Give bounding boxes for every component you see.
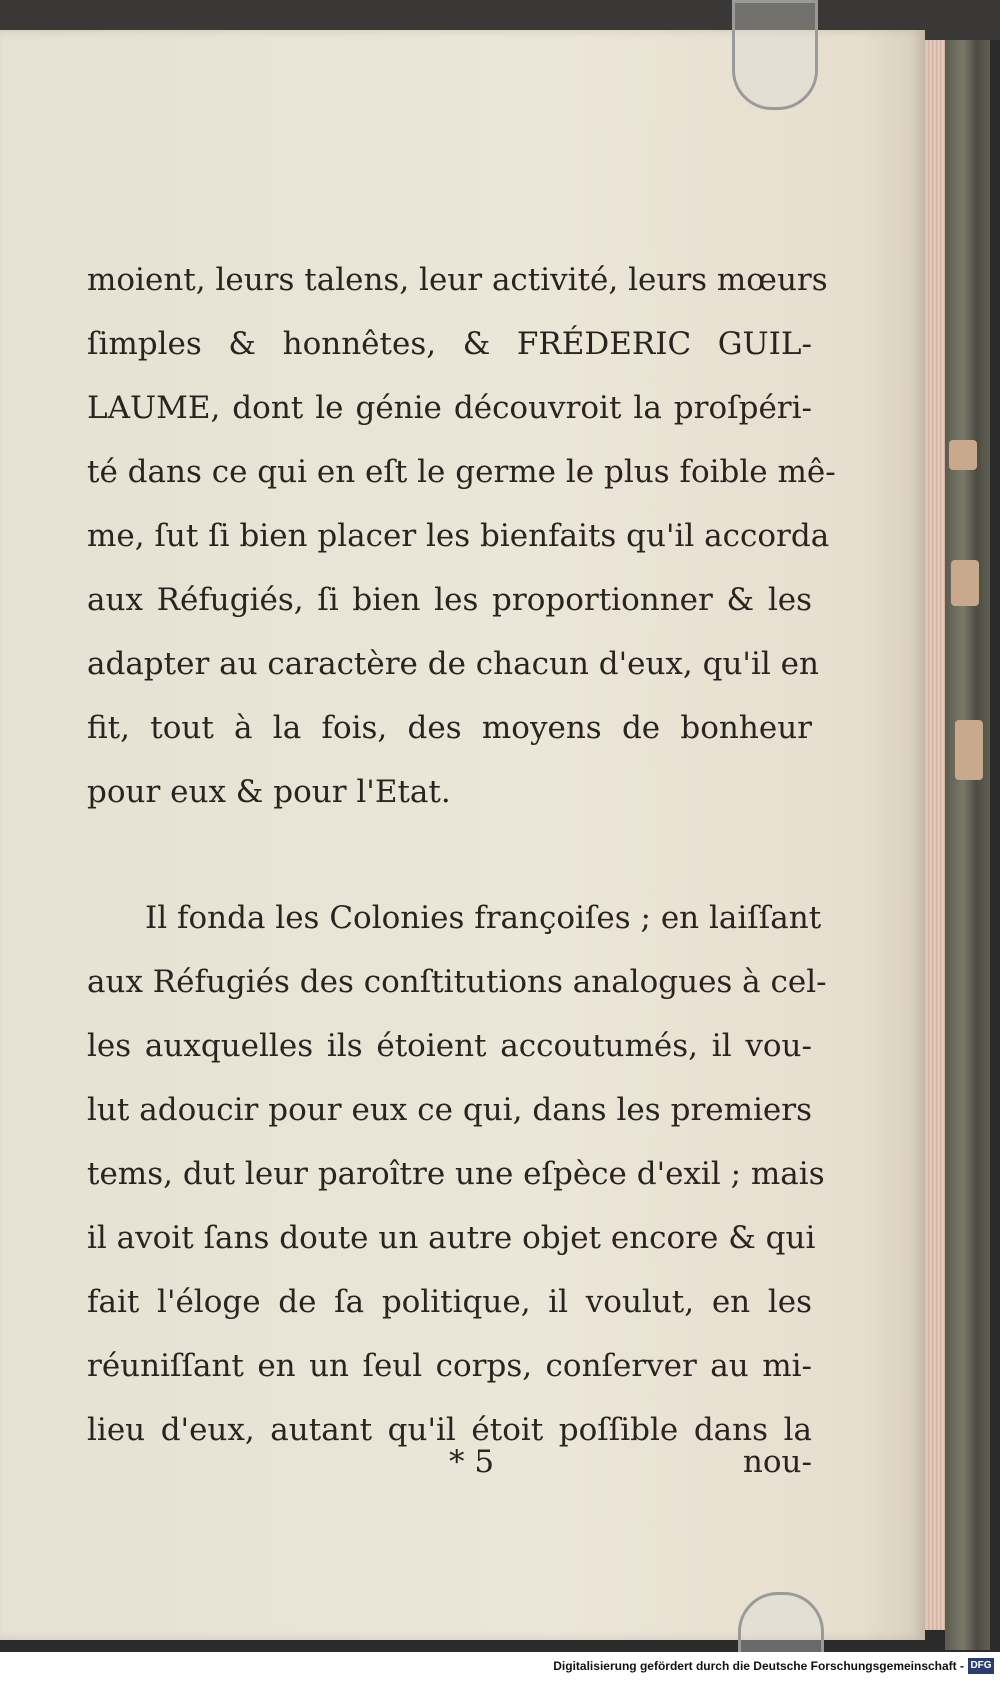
- text-line: aux Réfugiés des conſtitutions analogues à cel-: [87, 964, 827, 1000]
- text-line: fit, tout à la fois, des moyens de bonheur: [87, 710, 812, 746]
- page-edges: [925, 40, 945, 1630]
- body-text: [87, 248, 836, 1462]
- text-line: les auxquelles ils étoient accoutumés, il vou-: [87, 1028, 812, 1064]
- text-line: LAUME, dont le génie découvroit la proſpéri-: [87, 390, 812, 426]
- text-line: ſimples & honnêtes, & FRÉDERIC GUIL-: [87, 326, 812, 362]
- cover-damage: [951, 560, 979, 606]
- catchword: nou-: [742, 1444, 812, 1480]
- text-line: réuniſſant en un ſeul corps, conſerver au mi-: [87, 1348, 812, 1384]
- paragraph-1: [87, 248, 836, 824]
- page-clip-top: [732, 0, 818, 110]
- dfg-logo-icon: DFG: [968, 1658, 994, 1674]
- paragraph-2: [87, 886, 827, 1462]
- signature-mark: * 5: [449, 1444, 495, 1480]
- text-line: adapter au caractère de chacun d'eux, qu'il en: [87, 646, 819, 682]
- text-line: lieu d'eux, autant qu'il étoit poſſible dans la: [87, 1412, 812, 1448]
- cover-damage: [955, 720, 983, 780]
- text-line: Il fonda les Colonies françoiſes ; en laiſſant: [145, 900, 822, 936]
- paragraph-gap: [87, 824, 812, 886]
- cover-damage: [949, 440, 977, 470]
- page-footer: [87, 1444, 812, 1504]
- digitization-credit-bar: [0, 1652, 1000, 1683]
- text-line: lut adoucir pour eux ce qui, dans les premiers: [87, 1092, 812, 1128]
- text-line: il avoit ſans doute un autre objet encore & qui: [87, 1220, 816, 1256]
- text-line: té dans ce qui en eſt le germe le plus foible mê-: [87, 454, 836, 490]
- book-cover-edge: [945, 40, 990, 1650]
- text-line: aux Réfugiés, ſi bien les proportionner & les: [87, 582, 812, 618]
- credit-text: Digitalisierung gefördert durch die Deutsche Forschungsgemeinschaft -: [553, 1659, 964, 1673]
- text-line: fait l'éloge de ſa politique, il voulut, en les: [87, 1284, 812, 1320]
- text-line: pour eux & pour l'Etat.: [87, 774, 451, 810]
- text-line: tems, dut leur paroître une eſpèce d'exil ; mais: [87, 1156, 825, 1192]
- text-line: me, ſut ſi bien placer les bienfaits qu'il accorda: [87, 518, 830, 554]
- text-line: moient, leurs talens, leur activité, leurs mœurs: [87, 262, 828, 298]
